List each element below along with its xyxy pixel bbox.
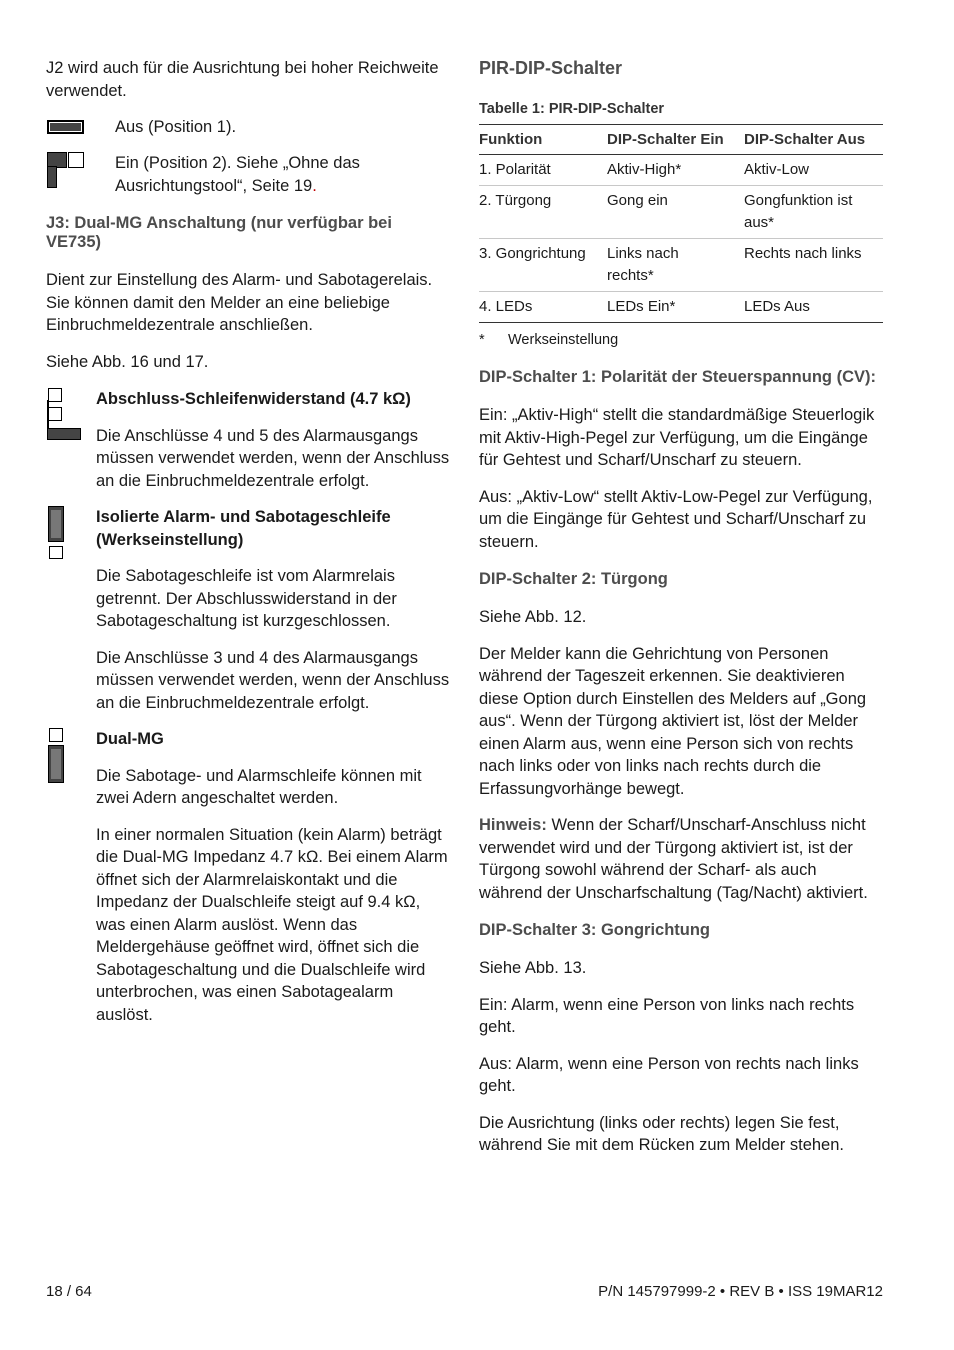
option-isolated-loop [46,506,451,714]
table-row [479,292,883,323]
table-header-row [479,125,883,155]
document-reference: P/N 145797999-2 • REV B • ISS 19MAR12 [598,1283,883,1300]
dip2-see-figure: Siehe Abb. 12. [479,608,587,626]
dip-switch-table [479,124,883,323]
dip2-heading: DIP-Schalter 2: Türgong [479,570,668,588]
table-cell: LEDs Ein* [607,298,676,315]
table-cell: 3. Gongrichtung [479,245,586,262]
dip3-see-figure: Siehe Abb. 13. [479,959,587,977]
table-cell: Aktiv-Low [744,161,810,178]
table-row [479,186,883,239]
table-header-cell: DIP-Schalter Aus [744,131,866,148]
j2-off-row [46,116,451,138]
dip3-off-text: Aus: Alarm, wenn eine Person von rechts nach links geht. [479,1054,859,1095]
j2-intro: J2 wird auch für die Ausrichtung bei hoher Reichweite verwendet. [46,59,439,100]
option-dual-mg [46,728,451,1026]
j2-off-text: Aus (Position 1). [115,118,237,136]
j3-description: Dient zur Einstellung des Alarm- und Sabotagerelais. Sie können damit den Melder an eine beliebige Einbruchmeldezentrale anschließen. [46,271,433,334]
table-cell: Gongfunktion ist aus* [744,192,853,231]
option-termination-title: Abschluss-Schleifenwiderstand (4.7 kΩ) [96,390,411,408]
option-isolated-text-2: Die Anschlüsse 3 und 4 des Alarmausgangs müssen verwendet werden, wenn der Anschluss an die Einbruchmeldezentrale erfolgt. [96,648,450,712]
table-cell: 1. Polarität [479,161,551,178]
table-cell: Rechts nach links [744,245,862,262]
dip1-on-text: Ein: „Aktiv-High“ stellt die standardmäßige Steuerlogik mit Aktiv-High-Pegel zur Verfügung, um die Eingänge für Gehtest und Scharf/Unscharf zu steuern. [479,406,875,469]
footnote-text: Werkseinstellung [508,332,619,348]
option-isolated-title: Isolierte Alarm- und Sabotageschleife (Werkseinstellung) [96,508,391,549]
option-termination-resistor [46,388,451,492]
left-column [46,57,451,1026]
table-caption: Tabelle 1: PIR-DIP-Schalter [479,101,665,117]
pir-dip-heading: PIR-DIP-Schalter [479,58,623,78]
option-termination-text: Die Anschlüsse 4 und 5 des Alarmausgangs müssen verwendet werden, wenn der Anschluss an die Einbruchmeldezentrale erfolgt. [96,426,450,490]
right-column [479,57,883,1171]
option-dual-mg-text-1: Die Sabotage- und Alarmschleife können mit zwei Adern angeschaltet werden. [96,766,422,807]
jumper-off-icon [46,116,86,136]
dip2-hint [479,814,883,904]
table-row [479,155,883,186]
table-cell: Gong ein [607,192,668,209]
option-isolated-text-1: Die Sabotageschleife ist vom Alarmrelais getrennt. Der Abschlusswiderstand in der Sabotageschaltung ist kurzgeschlossen. [96,567,397,630]
table-footnote [479,332,883,348]
jumper-on-icon [46,152,86,190]
footnote-mark: * [479,332,485,348]
j3-heading: J3: Dual-MG Anschaltung (nur verfügbar bei VE735) [46,214,392,251]
dip1-off-text: Aus: „Aktiv-Low“ stellt Aktiv-Low-Pegel zur Verfügung, um die Eingänge für Gehtest und Scharf/Unscharf zu steuern. [479,487,873,551]
table-row [479,239,883,292]
table-cell: Links nach rechts* [607,245,679,284]
jumper-dual-mg-icon [46,728,66,784]
table-header-cell: DIP-Schalter Ein [607,131,724,148]
j2-on-text: Ein (Position 2). Siehe „Ohne das Ausrichtungstool“, Seite 19. [115,154,360,195]
dip2-text: Der Melder kann die Gehrichtung von Personen während der Tageszeit erkennen. Sie deaktivieren diese Option durch Einstellen des Melders auf „Gong aus“. Wenn der Türgong aktiviert ist, löst der Melder einen Alarm aus, wenn eine Person sich von rechts nach links oder von links nach rechts durch die Erfassungvorhänge bewegt. [479,644,867,798]
j2-on-row [46,152,451,197]
hint-label: Hinweis: [479,816,547,834]
page-number: 18 / 64 [46,1283,92,1300]
dip3-on-text: Ein: Alarm, wenn eine Person von links nach rechts geht. [479,995,855,1036]
jumper-isolated-icon [46,506,66,562]
dip3-orientation-note: Die Ausrichtung (links oder rechts) legen Sie fest, während Sie mit dem Rücken zum Melder stehen. [479,1113,844,1154]
dip1-heading: DIP-Schalter 1: Polarität der Steuerspannung (CV): [479,368,876,386]
table-header-cell: Funktion [479,131,543,148]
dip3-heading: DIP-Schalter 3: Gongrichtung [479,921,711,939]
table-cell: Aktiv-High* [607,161,682,178]
j3-see-figures: Siehe Abb. 16 und 17. [46,352,209,371]
table-cell: LEDs Aus [744,298,810,315]
option-dual-mg-title: Dual-MG [96,730,164,748]
table-cell: 2. Türgong [479,192,552,209]
hint-text: Wenn der Scharf/Unscharf-Anschluss nicht verwendet wird und der Türgong aktiviert ist, ist der Türgong sowohl während der Scharf- als auch während der Unscharfschaltung (Tag/Nacht) aktiviert. [479,816,868,902]
table-cell: 4. LEDs [479,298,533,315]
jumper-termination-icon [46,388,82,444]
option-dual-mg-text-2: In einer normalen Situation (kein Alarm) beträgt die Dual-MG Impedanz 4.7 kΩ. Bei einem Alarm öffnet sich der Alarmrelaiskontakt und die Impedanz der Dualschleife steigt auf 9.4 kΩ, was einen Alarm auslöst. Wenn das Meldergehäuse geöffnet wird, öffnet sich die Sabotageschaltung und die Dualschleife wird unterbrochen, was einen Sabotagealarm auslöst. [96,825,448,1024]
